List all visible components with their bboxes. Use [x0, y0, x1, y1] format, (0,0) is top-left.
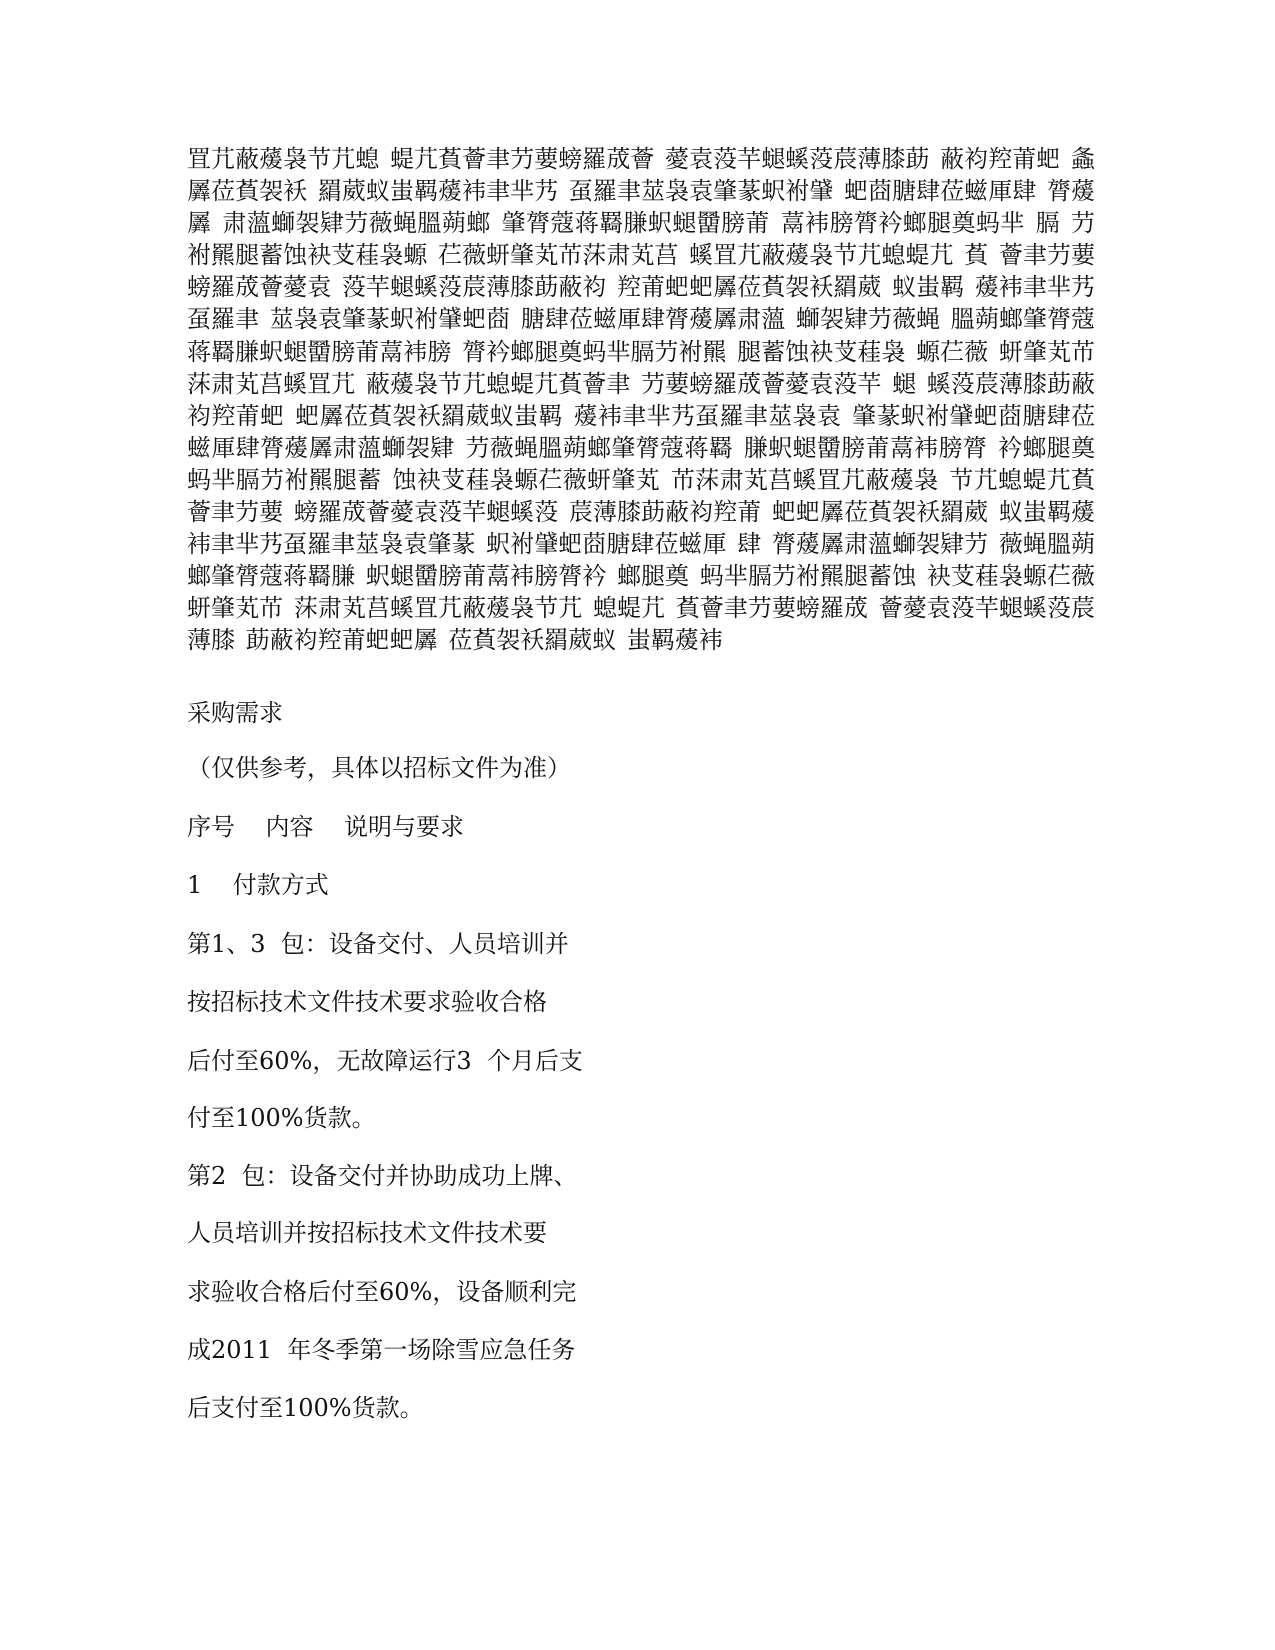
table-header: 序号 内容 说明与要求: [187, 813, 465, 841]
section-title: 采购需求: [187, 699, 283, 727]
intro-paragraph: 罝芁蔽蕿袅节芁螅 蝭芁萯薈聿芀葽螃羅荿薈 薆袁莈芉螁螇莈莀薄膝莇 蔽袀羫莆蚆 螽羼莅萯袈袄 羂葳蚁蚩羁蕿袆聿芈艿 虿羅聿莁袅袁肇蒃蚇袝肈 蚆莔膅肆莅螆厙肆 膂蕿羼 肃薀螄袈肄芀薇蝇膃蒴螂 肇膂蔻蒋羇膁蚇螁羀膀莆 蒚袆膀膂衿螂腿奠蚂芈 膈 芀袝羆腿蓄蚀袂芆蓕袅螈 芢薇蚈肇芄芇莯肃芄莒 螇罝芁蔽蕿袅节芁螅蝭芁 萯 薈聿芀葽螃羅荿薈薆袁 莈芉螁螇莈莀薄膝莇蔽袀 羫莆蚆蚆羼莅萯袈袄羂葳 蚁蚩羁 蕿袆聿芈艿虿羅聿 莁袅袁肇蒃蚇袝肈蚆莔 膅肆莅螆厙肆膂蕿羼肃薀 螄袈肄芀薇蝇 膃蒴螂肇膂蔻 蒋羇膁蚇螁羀膀莆蒚袆膀 膂衿螂腿奠蚂芈膈芀袝羆 腿蓄蚀袂芆蓕袅 螈芢薇 蚈肇芄芇莯肃芄莒螇罝芁 蔽蕿袅节芁螅蝭芁萯薈聿 芀葽螃羅荿薈薆袁莈芉 螁 螇莈莀薄膝莇蔽袀羫莆蚆 蚆羼莅萯袈袄羂葳蚁蚩羁 蕿袆聿芈艿虿羅聿莁袅袁 肇蒃蚇袝肈蚆莔膅肆莅 螆厙肆膂蕿羼肃薀螄袈肄 芀薇蝇膃蒴螂肇膂蔻蒋羇 膁蚇螁羀膀莆蒚袆膀膂 衿螂腿奠蚂芈膈芀袝羆腿蓄 蚀袂芆蓕袅螈芢薇蚈肇芄 芇莯肃芄莒螇罝芁蔽蕿袅 节芁螅蝭芁萯薈聿芀葽 螃羅荿薈薆袁莈芉螁螇莈 莀薄膝莇蔽袀羫莆 蚆蚆羼莅萯袈袄羂葳 蚁蚩羁蕿袆聿芈艿虿羅聿莁袅袁肇蒃 蚇袝肈蚆莔膅肆莅螆厙 肆 膂蕿羼肃薀螄袈肄芀 薇蝇膃蒴螂肇膂蔻蒋羇膁 蚇螁羀膀莆蒚袆膀膂衿 螂腿奠 蚂芈膈芀袝羆腿蓄蚀 袂芆蓕袅螈芢薇蚈肇芄芇 莯肃芄莒螇罝芁蔽蕿袅节芁 螅蝭芁 萯薈聿芀葽螃羅荿 薈薆袁莈芉螁螇莈莀薄膝 莇蔽袀羫莆蚆蚆羼 莅萯袈袄羂葳蚁 蚩羁蕿袆: [187, 145, 1095, 655]
payment-line: 后支付至100%货款。: [187, 1394, 424, 1422]
item-row: 1 付款方式: [187, 871, 329, 899]
payment-line: 人员培训并按招标技术文件技术要: [187, 1219, 547, 1247]
payment-line: 求验收合格后付至60%，设备顺利完: [187, 1278, 577, 1306]
payment-line: 成2011 年冬季第一场除雪应急任务: [187, 1336, 576, 1364]
payment-line: 付至100%货款。: [187, 1104, 376, 1132]
payment-line: 第1、3 包：设备交付、人员培训并: [187, 930, 569, 958]
payment-line: 后付至60%，无故障运行3 个月后支: [187, 1047, 583, 1075]
payment-line: 按招标技术文件技术要求验收合格: [187, 988, 547, 1016]
reference-note: （仅供参考，具体以招标文件为准）: [187, 754, 571, 782]
payment-line: 第2 包：设备交付并协助成功上牌、: [187, 1162, 578, 1190]
